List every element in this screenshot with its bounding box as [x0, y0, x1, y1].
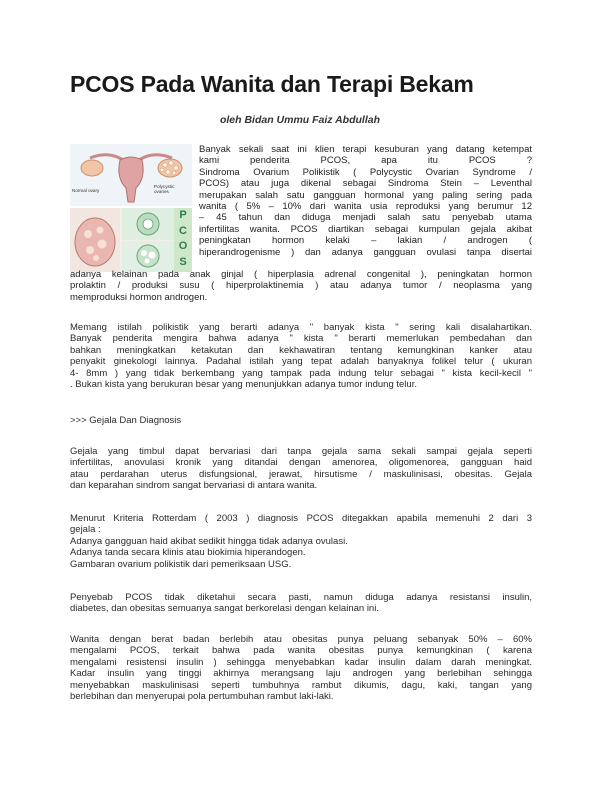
text-line: hiperandrogenisme ) dan adanya gangguan ovulasi tanpa disertai — [199, 246, 532, 258]
pcos-letter: C — [179, 224, 187, 237]
text-line: Kadar insulin yang tinggi akhirnya merangsang laju androgen yang berlebihan sehingga — [70, 668, 532, 680]
intro-paragraph-full — [70, 269, 532, 303]
text-line: peningkatan hormon kelaki – lakian / androgen ( — [199, 235, 532, 247]
text-line: Banyak sekali saat ini klien terapi kesuburan yang datang ketempat — [199, 144, 532, 155]
text-line: infertilitas, anovulasi kronik yang ditandai dengan amenorea, oligomenorea, gangguan haid — [70, 457, 532, 469]
text-line: diabetes, dan obesitas semuanya sangat berkorelasi dengan kelainan ini. — [70, 603, 379, 615]
text-line: mengalami PCOS, terkait bahwa pada wanita obesitas punya kemungkinan ( karena — [70, 645, 532, 657]
pcos-letter: S — [179, 255, 187, 268]
pcos-illustration — [70, 144, 192, 272]
paragraph-gejala — [70, 446, 532, 492]
pcos-letter: P — [179, 209, 187, 221]
uterus-diagram — [70, 144, 192, 206]
text-line: berlebihan dan menyerupai pola pertumbuhan rambut laki-laki. — [70, 691, 334, 703]
author-byline: oleh Bidan Ummu Faiz Abdullah — [219, 114, 381, 126]
text-line: adanya kelainan pada anak ginjal ( hiperplasia adrenal congenital ), peningkatan hormon — [70, 269, 532, 280]
pcos-vertical-label — [174, 208, 192, 272]
text-line: merupakan salah satu gangguan hormonal yang paling sering pada — [199, 189, 532, 201]
section-heading: >>> Gejala Dan Diagnosis — [70, 415, 182, 426]
label-polycystic-ovaries: Polycystic ovaries — [154, 184, 175, 194]
paragraph-penyebab — [70, 592, 532, 615]
intro-paragraph-wrapped — [199, 144, 532, 258]
text-line: Memang istilah polikistik yang berarti adanya " banyak kista " sering kali disalahartikan. — [70, 322, 532, 333]
uterus-icon — [70, 144, 192, 206]
paragraph-rotterdam — [70, 513, 532, 570]
label-normal-ovary: Normal ovary — [72, 188, 100, 193]
text-line: dan keparahan sindrom sangat bervariasi di antara wanita. — [70, 480, 318, 492]
ovary-photos — [70, 208, 174, 272]
text-line: infertilitas wanita. PCOS diartikan sebagai kumpulan gejala akibat — [199, 223, 532, 235]
paragraph-polikistik — [70, 322, 532, 390]
text-line: mengalami resistensi insulin ) sehingga menyebabkan kadar insulin dalam darah meningkat. — [70, 656, 532, 668]
text-line: gejala : — [70, 524, 101, 536]
text-line: Penyebab PCOS tidak diketahui secara pasti, namun diduga adanya resistansi insulin, — [70, 592, 532, 603]
text-line: Menurut Kriteria Rotterdam ( 2003 ) diagnosis PCOS ditegakkan apabila memenuhi 2 dari 3 — [70, 513, 532, 524]
paragraph-obesitas — [70, 634, 532, 702]
pcos-letter: O — [178, 240, 188, 252]
text-line: PCOS) atau juga dikenal sebagai Sindroma Stein – Leventhal — [199, 178, 532, 190]
text-line: bahkan meningkatkan ketakutan dan kekhawatiran tentang kemungkinan kanker atau — [70, 344, 532, 356]
text-line: . Bukan kista yang berukuran besar yang menunjukkan adanya tumor indung telur. — [70, 379, 417, 391]
text-line: Gambaran ovarium polikistik dari pemeriksaan USG. — [70, 558, 292, 570]
ovary-cyst-icon — [70, 208, 174, 272]
text-line: Gejala yang timbul dapat bervariasi dari tanpa gejala sama sekali sampai gejala seperti — [70, 446, 532, 457]
text-line: menyebabkan maskulinisasi seperti tumbuhnya rambut dikumis, dagu, kaki, tangan yang — [70, 679, 532, 691]
text-line: Wanita dengan berat badan berlebih atau obesitas punya peluang sebanyak 50% – 60% — [70, 634, 532, 645]
text-line: wanita ( 5% – 10% dari wanita usia reproduksi yang berumur 12 — [199, 201, 532, 213]
text-line: – 45 tahun dan diduga menjadi salah satu penyebab utama — [199, 212, 532, 224]
text-line: Sindroma Ovarium Polikistik ( Polycystic Ovarian Syndrome / — [199, 166, 532, 178]
text-line: Adanya gangguan haid akibat sedikit hingga tidak adanya ovulasi. — [70, 535, 348, 547]
text-line: kami penderita PCOS, apa itu PCOS ? — [199, 155, 532, 167]
text-line: prolaktin / produksi susu ( hiperprolaktinemia ) atau adanya tumor / neoplasma yang — [70, 280, 532, 292]
text-line: memproduksi hormon androgen. — [70, 291, 208, 303]
text-line: penyakit ginekologi lainnya. Padahal istilah yang tepat adalah banyaknya folikel telur ( ukuran — [70, 356, 532, 368]
page-title: PCOS Pada Wanita dan Terapi Bekam — [70, 71, 474, 97]
text-line: atau perdarahan uterus disfungsional, jerawat, hirsutisme / maskulinisasi, obesitas. Gejala — [70, 468, 532, 480]
text-line: Adanya tanda secara klinis atau biokimia hiperandogen. — [70, 547, 306, 559]
text-line: Banyak penderita mengira bahwa adanya " kista " berarti memerlukan pembedahan dan — [70, 333, 532, 345]
text-line: 4- 8mm ) yang tidak berkembang yang tampak pada indung telur sebagai " kista kecil-kecil " — [70, 367, 532, 379]
